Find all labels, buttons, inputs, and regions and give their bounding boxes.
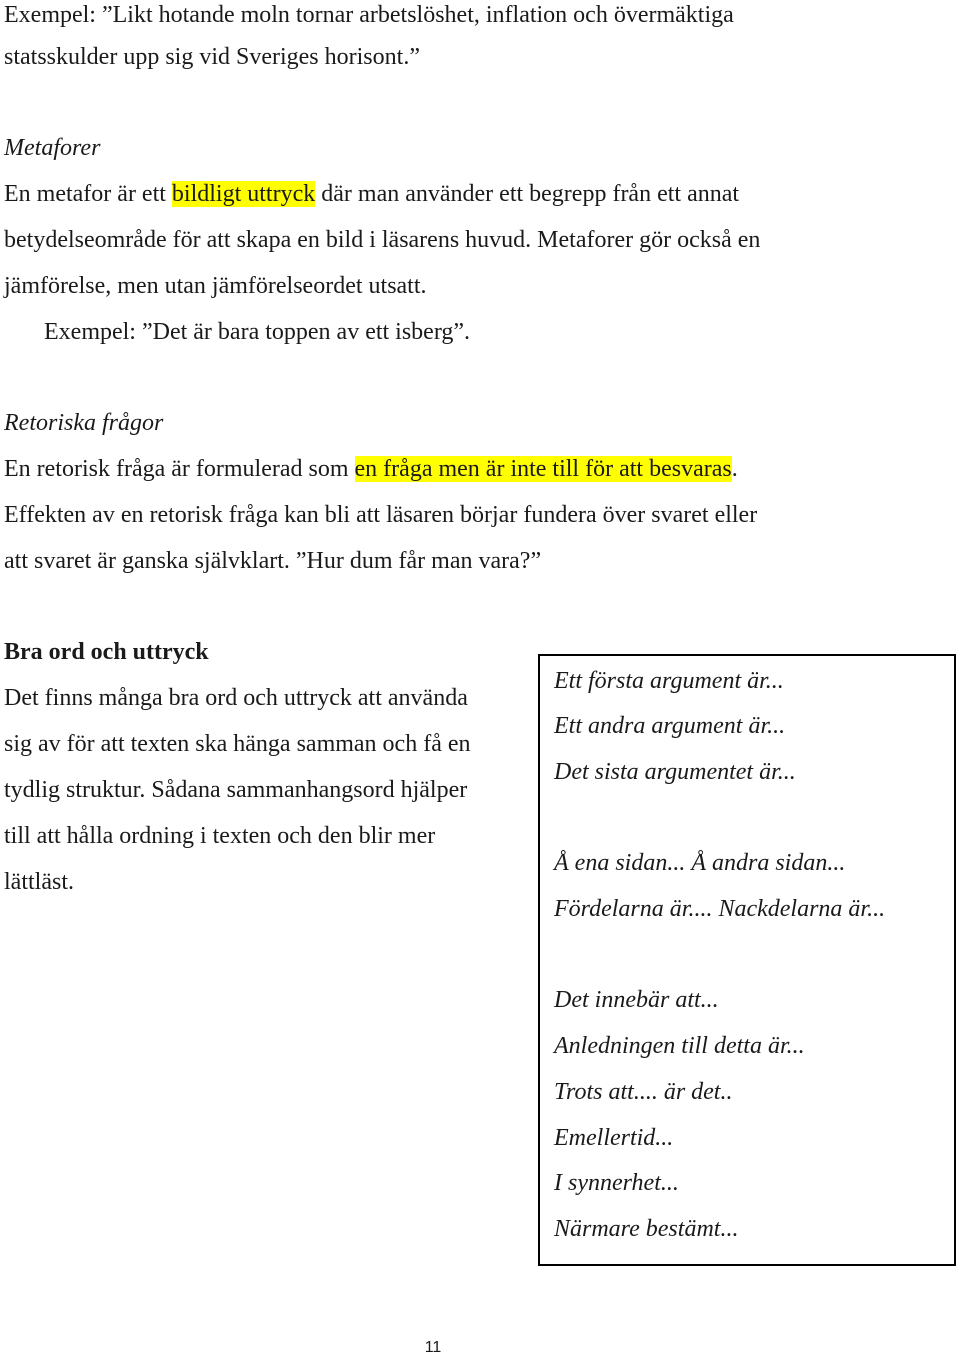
metaforer-line-1-post: där man använder ett begrepp från ett annat bbox=[315, 181, 740, 207]
retoriska-line-2: Effekten av en retorisk fråga kan bli att läsaren börjar fundera över svaret eller bbox=[4, 502, 758, 528]
metaforer-line-2: betydelseområde för att skapa en bild i läsarens huvud. Metaforer gör också en bbox=[4, 227, 761, 253]
phrase-item: Å ena sidan... Å andra sidan... bbox=[554, 850, 846, 876]
phrase-item: Emellertid... bbox=[554, 1125, 674, 1151]
retoriska-line-1-pre: En retorisk fråga är formulerad som bbox=[4, 456, 355, 482]
bra-ord-line: Det finns många bra ord och uttryck att använda bbox=[4, 685, 468, 711]
phrase-item: Det sista argumentet är... bbox=[554, 759, 796, 785]
bra-ord-line: lättläst. bbox=[4, 869, 74, 895]
page-number: 11 bbox=[424, 1339, 442, 1356]
intro-example-line-1: Exempel: ”Likt hotande moln tornar arbetslöshet, inflation och övermäktiga bbox=[4, 2, 734, 28]
phrase-item: Fördelarna är.... Nackdelarna är... bbox=[554, 896, 886, 922]
phrase-item: Anledningen till detta är... bbox=[554, 1033, 805, 1059]
metaforer-highlight: bildligt uttryck bbox=[171, 181, 316, 207]
bra-ord-line: till att hålla ordning i texten och den blir mer bbox=[4, 823, 436, 849]
retoriska-heading: Retoriska frågor bbox=[4, 410, 164, 436]
phrase-item: I synnerhet... bbox=[554, 1170, 679, 1196]
retoriska-line-3: att svaret är ganska självklart. ”Hur dum får man vara?” bbox=[4, 548, 542, 574]
retoriska-highlight: en fråga men är inte till för att besvaras bbox=[354, 456, 732, 482]
bra-ord-line: sig av för att texten ska hänga samman och få en bbox=[4, 731, 471, 757]
retoriska-line-1-post: . bbox=[731, 456, 738, 482]
metaforer-line-1-pre: En metafor är ett bbox=[4, 181, 172, 207]
phrase-item: Det innebär att... bbox=[554, 987, 719, 1013]
metaforer-line-3: jämförelse, men utan jämförelseordet utsatt. bbox=[4, 273, 427, 299]
metaforer-example: Exempel: ”Det är bara toppen av ett isberg”. bbox=[44, 319, 471, 345]
metaforer-heading: Metaforer bbox=[4, 135, 101, 161]
retoriska-line-1 bbox=[4, 454, 738, 484]
bra-ord-line: tydlig struktur. Sådana sammanhangsord hjälper bbox=[4, 777, 468, 803]
phrase-item: Trots att.... är det.. bbox=[554, 1079, 733, 1105]
phrase-box bbox=[538, 654, 956, 1266]
phrase-item: Närmare bestämt... bbox=[554, 1216, 739, 1242]
intro-example-line-2: statsskulder upp sig vid Sveriges horisont.” bbox=[4, 44, 420, 70]
phrase-item: Ett andra argument är... bbox=[554, 713, 786, 739]
metaforer-line-1 bbox=[4, 179, 739, 209]
phrase-item: Ett första argument är... bbox=[554, 668, 784, 694]
bra-ord-heading: Bra ord och uttryck bbox=[4, 639, 209, 665]
